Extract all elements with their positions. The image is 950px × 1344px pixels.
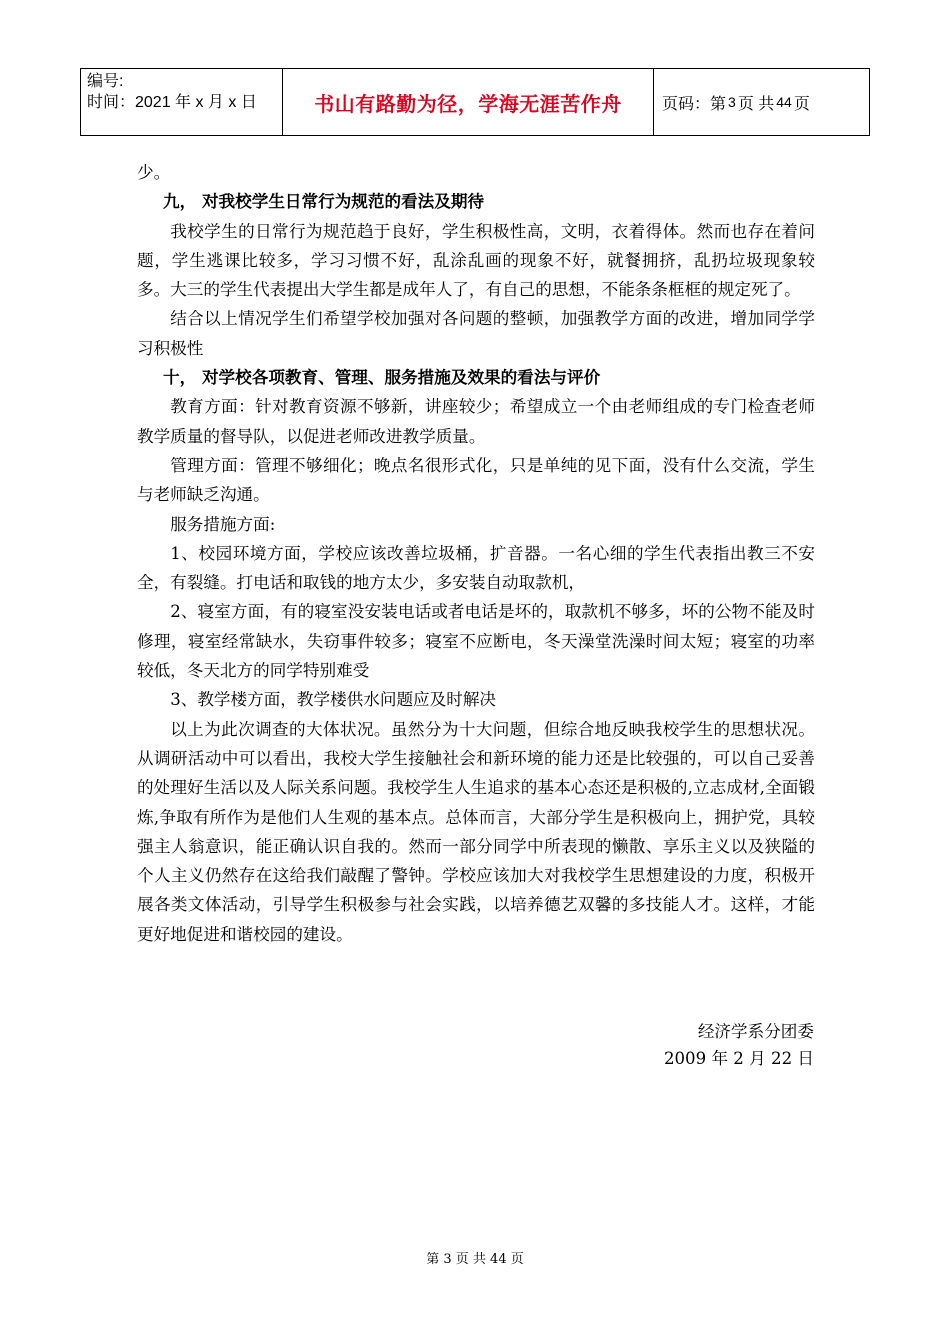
- header-page-number: [654, 69, 869, 135]
- signature-date: 2009 年 2 月 22 日: [663, 1049, 814, 1068]
- page-total: 44: [776, 94, 792, 110]
- header-table: [80, 68, 870, 136]
- header-motto: 书山有路勤为径，学海无涯苦作舟: [283, 69, 654, 135]
- paragraph: 服务措施方面:: [170, 514, 276, 534]
- list-item: 1、校园环境方面，学校应该改善垃圾桶，扩音器。一名心细的学生代表指出教三不安全，有裂缝。打电话和取钱的地方太少，多安装自动取款机，: [137, 543, 815, 593]
- signature-org: 经济学系分团委: [697, 1022, 814, 1041]
- page-current: 3: [728, 94, 736, 110]
- paragraph-carryover: 少。: [137, 163, 171, 182]
- section-heading-9: 九， 对我校学生日常行为规范的看法及期待: [163, 192, 485, 212]
- page-footer: 第 3 页 共 44 页: [426, 1252, 524, 1267]
- header-meta-cell: [81, 69, 283, 135]
- list-item: 2、寝室方面，有的寝室没安装电话或者电话是坏的，取款机不够多，坏的公物不能及时修理，寝室经常缺水，失窃事件较多；寝室不应断电，冬天澡堂洗澡时间太短；寝室的功率较低，冬天北方的同学特别难受: [137, 602, 815, 681]
- paragraph: 管理方面：管理不够细化；晚点名很形式化，只是单纯的见下面，没有什么交流，学生与老师缺乏沟通。: [137, 455, 815, 505]
- document-id-label: 编号:: [87, 73, 124, 90]
- paragraph-conclusion: 以上为此次调查的大体状况。虽然分为十大问题，但综合地反映我校学生的思想状况。从调研活动中可以看出，我校大学生接触社会和新环境的能力还是比较强的，可以自己妥善的处理好生活以及人际关系问题。我校学生人生追求的基本心态还是积极的,立志成材,全面锻炼,争取有所作为是他们人生观的基本点。总体而言，大部分学生是积极向上，拥护党，具较强主人翁意识，能正确认识自我的。然而一部分同学中所表现的懒散、享乐主义以及狭隘的个人主义仍然存在这给我们敲醒了警钟。学校应该加大对我校学生思想建设的力度，积极开展各类文体活动，引导学生积极参与社会实践，以培养德艺双馨的多技能人才。这样，才能更好地促进和谐校园的建设。: [137, 719, 815, 944]
- paragraph: 教育方面：针对教育资源不够新，讲座较少；希望成立一个由老师组成的专门检查老师教学质量的督导队，以促进老师改进教学质量。: [137, 397, 815, 446]
- paragraph: 我校学生的日常行为规范趋于良好，学生积极性高，文明，衣着得体。然而也存在着问题，学生逃课比较多，学习习惯不好，乱涂乱画的现象不好，就餐拥挤，乱扔垃圾现象较多。大三的学生代表提出大学生都是成年人了，有自己的思想，不能条条框框的规定死了。: [137, 221, 815, 300]
- signature-block: [664, 1018, 814, 1072]
- page-suffix: 页: [793, 95, 810, 113]
- list-item: 3、教学楼方面，教学楼供水问题应及时解决: [170, 690, 497, 710]
- section-heading-10: 十， 对学校各项教育、管理、服务措施及效果的看法与评价: [163, 368, 601, 388]
- document-body: [137, 158, 815, 949]
- page-prefix: 页码：第: [662, 95, 727, 113]
- page-mid: 页 共: [737, 95, 775, 113]
- document-time: 时间：2021 年 x 月 x 日: [87, 94, 257, 111]
- paragraph: 结合以上情况学生们希望学校加强对各问题的整顿，加强教学方面的改进，增加同学学习积极性: [137, 309, 815, 358]
